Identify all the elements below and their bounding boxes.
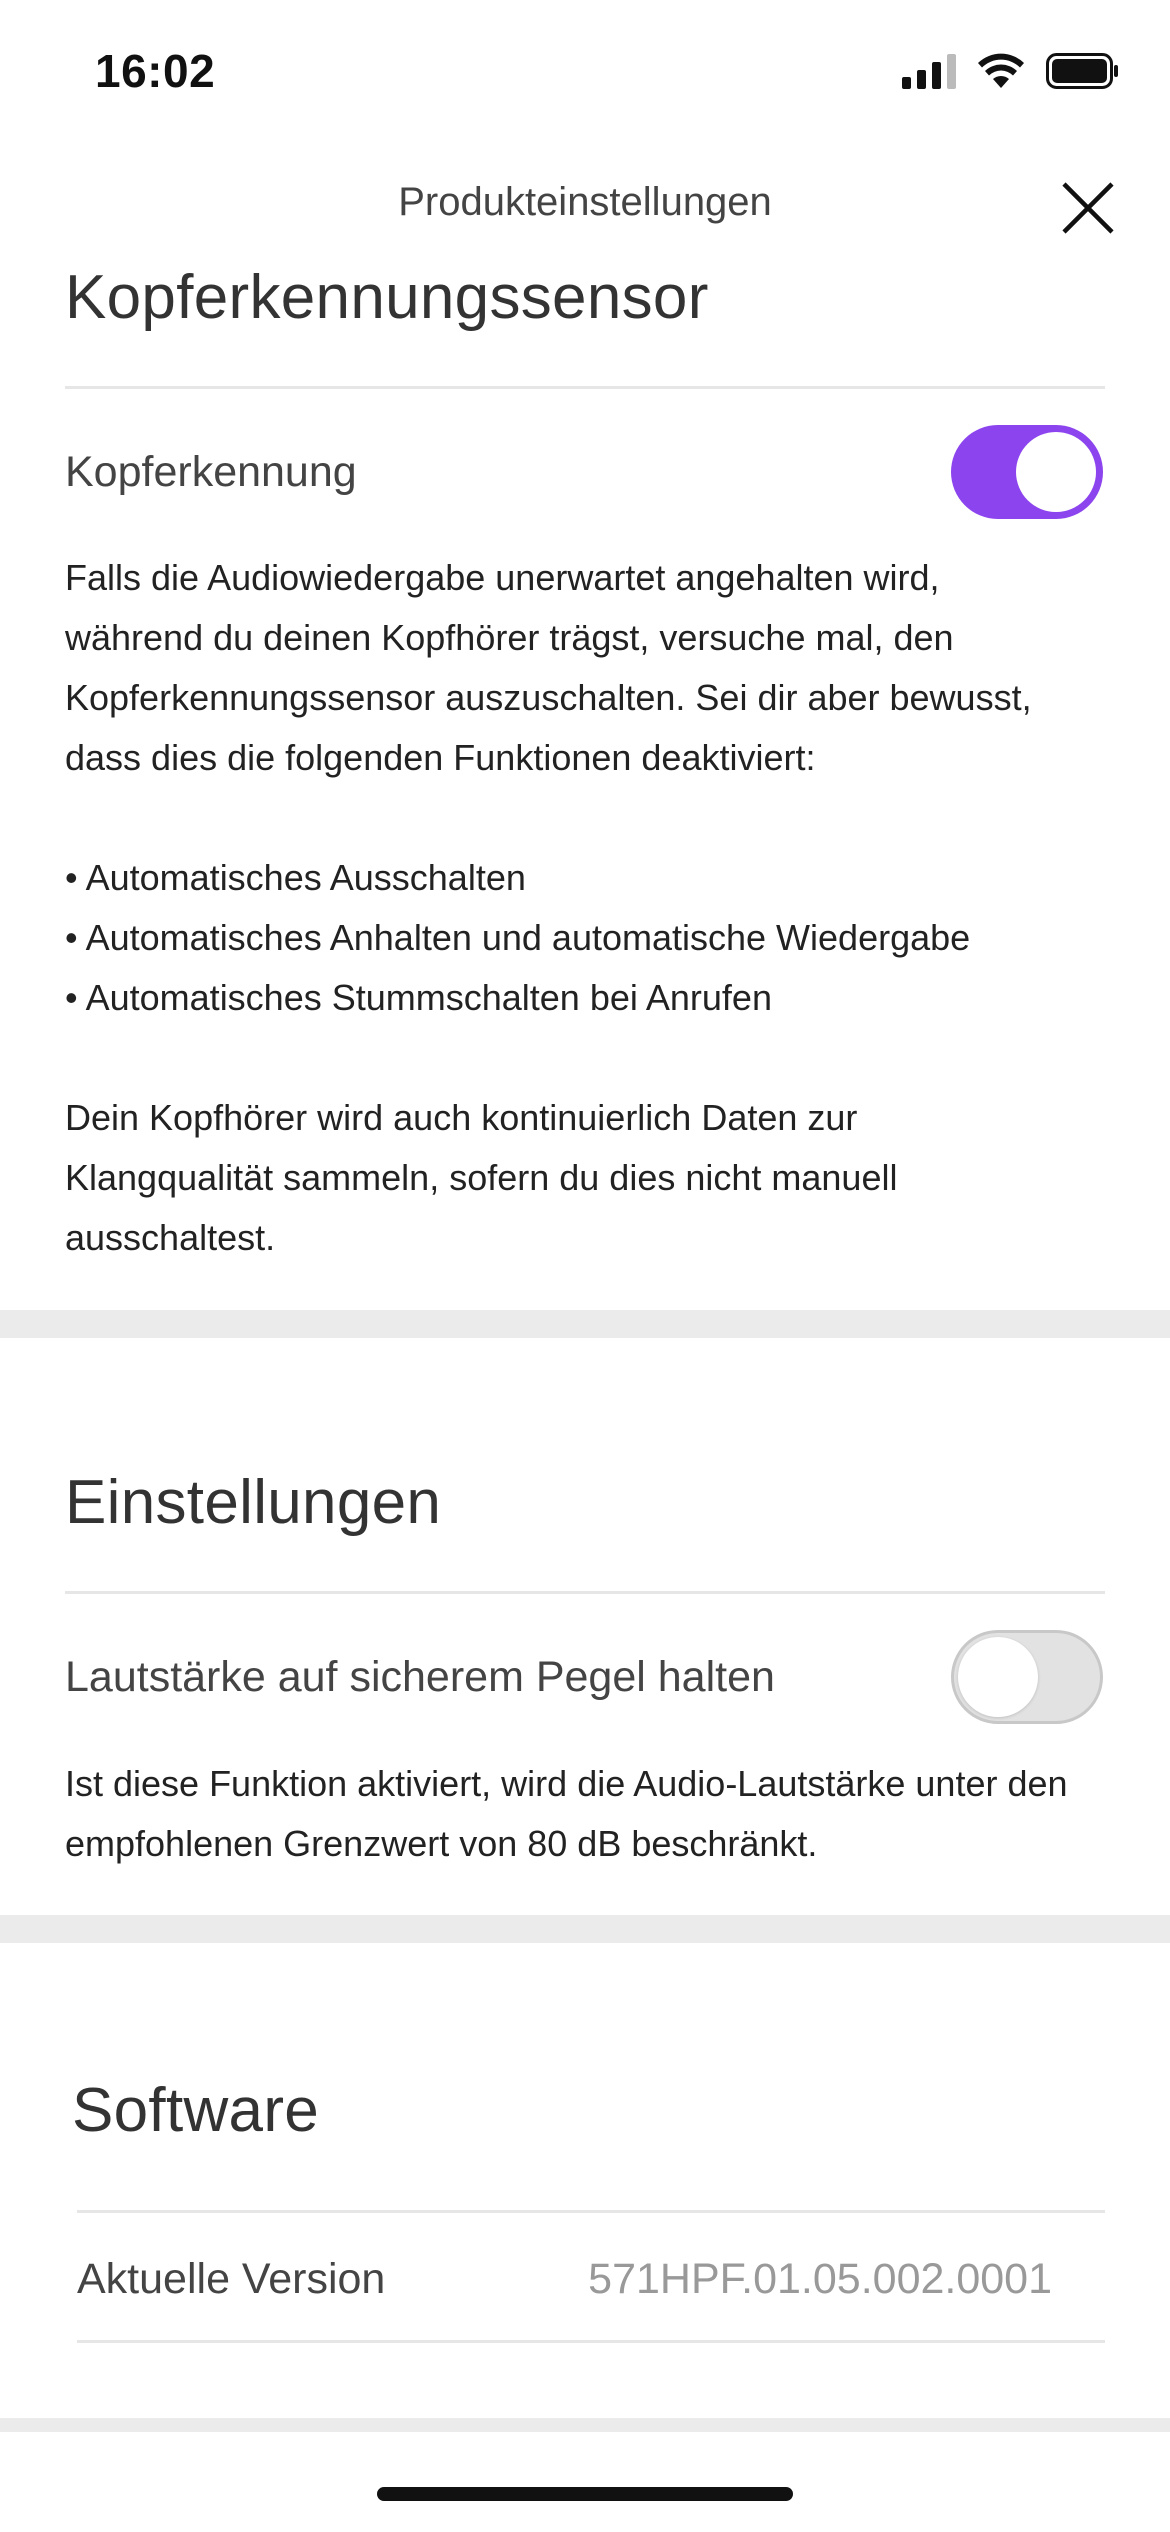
description-line: während du deinen Kopfhörer trägst, versuche mal, den	[65, 617, 954, 658]
section-separator	[0, 2418, 1170, 2432]
version-value: 571HPF.01.05.002.0001	[588, 2255, 1052, 2303]
safe-volume-description	[65, 1754, 1125, 1874]
close-button[interactable]	[1058, 178, 1118, 238]
description-line: empfohlenen Grenzwert von 80 dB beschränkt.	[65, 1823, 818, 1864]
settings-title: Einstellungen	[65, 1468, 442, 1537]
status-icons	[902, 52, 1120, 90]
divider	[65, 386, 1105, 389]
divider	[77, 2340, 1105, 2343]
toggle-knob	[1016, 432, 1096, 512]
toggle-knob	[958, 1637, 1038, 1717]
cellular-signal-icon	[902, 53, 956, 89]
bullet-item: • Automatisches Ausschalten	[65, 857, 526, 898]
version-label: Aktuelle Version	[77, 2255, 386, 2303]
description-line: Ist diese Funktion aktiviert, wird die Audio-Lautstärke unter den	[65, 1763, 1068, 1804]
head-detection-description	[65, 548, 1115, 1268]
head-detection-title: Kopferkennungssensor	[65, 263, 709, 332]
safe-volume-toggle[interactable]	[951, 1630, 1103, 1724]
description-line: dass dies die folgenden Funktionen deaktiviert:	[65, 737, 816, 778]
section-separator	[0, 1310, 1170, 1338]
divider	[65, 1591, 1105, 1594]
head-detection-toggle-label: Kopferkennung	[65, 448, 357, 496]
note-line: Klangqualität sammeln, sofern du dies nicht manuell	[65, 1157, 898, 1198]
description-line: Kopferkennungssensor auszuschalten. Sei dir aber bewusst,	[65, 677, 1032, 718]
bullet-item: • Automatisches Anhalten und automatische Wiedergabe	[65, 917, 971, 958]
battery-icon	[1046, 53, 1120, 89]
status-time: 16:02	[95, 45, 216, 97]
section-separator	[0, 1915, 1170, 1943]
wifi-icon	[976, 52, 1026, 90]
page-title: Produkteinstellungen	[398, 180, 772, 224]
note-line: Dein Kopfhörer wird auch kontinuierlich Daten zur	[65, 1097, 858, 1138]
bullet-item: • Automatisches Stummschalten bei Anrufen	[65, 977, 772, 1018]
divider	[77, 2210, 1105, 2213]
safe-volume-toggle-label: Lautstärke auf sicherem Pegel halten	[65, 1653, 775, 1701]
close-icon	[1058, 178, 1118, 238]
home-indicator[interactable]	[377, 2487, 793, 2501]
software-title: Software	[72, 2076, 320, 2145]
head-detection-toggle[interactable]	[951, 425, 1103, 519]
note-line: ausschaltest.	[65, 1217, 276, 1258]
description-line: Falls die Audiowiedergabe unerwartet angehalten wird,	[65, 557, 940, 598]
